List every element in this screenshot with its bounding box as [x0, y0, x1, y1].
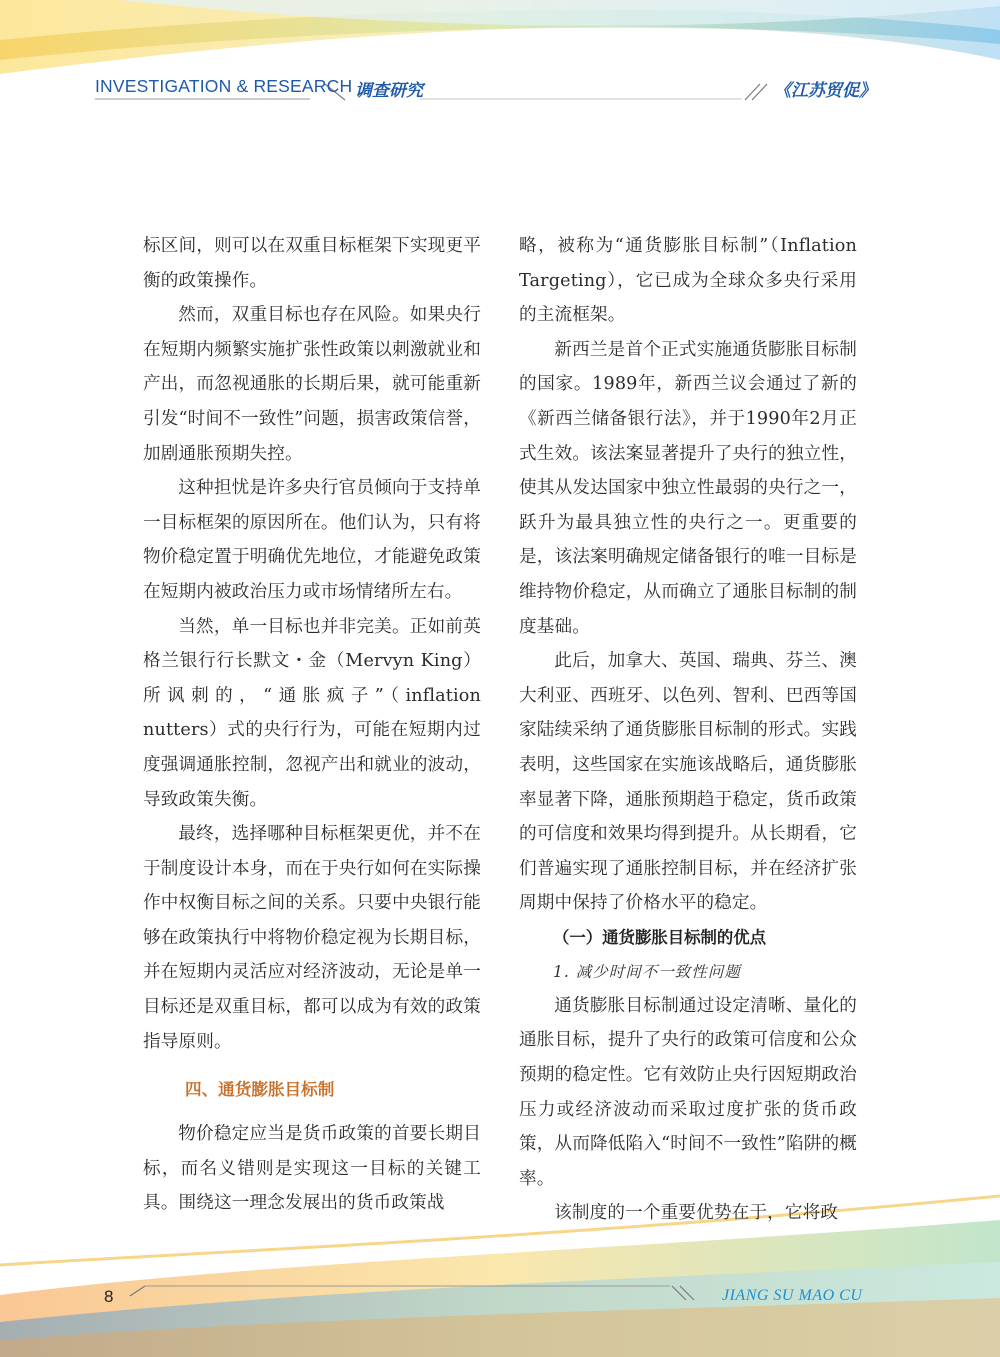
left-paragraph-4: 当然，单一目标也并非完美。正如前英格兰银行行长默文・金（Mervyn King）所讽刺的，“通胀疯子”（inflation nutters）式的央行行为，可能在短期内过度强调通胀控制，忽视产出和就业的波动，导致政策失衡。: [143, 616, 481, 810]
right-column: [519, 229, 857, 1231]
left-paragraph-3: 这种担忧是许多央行官员倾向于支持单一目标框架的原因所在。他们认为，只有将物价稳定置于明确优先地位，才能避免政策在短期内被政治压力或市场情绪所左右。: [143, 478, 481, 602]
left-paragraph-1: 标区间，则可以在双重目标框架下实现更平衡的政策操作。: [143, 236, 481, 291]
subsection-heading: （一）通货膨胀目标制的优点: [553, 927, 767, 947]
right-paragraph-4: 通货膨胀目标制通过设定清晰、量化的通胀目标，提升了央行的政策可信度和公众预期的稳定性。它有效防止央行因短期政治压力或经济波动而采取过度扩张的货币政策，从而降低陷入“时间不一致性”陷阱的概率。: [519, 995, 857, 1189]
right-paragraph-5: 该制度的一个重要优势在于，它将政: [554, 1203, 839, 1224]
left-paragraph-6: 物价稳定应当是货币政策的首要长期目标，而名义错则是实现这一目标的关键工具。围绕这一理念发展出的货币政策战: [143, 1124, 481, 1214]
left-paragraph-5: 最终，选择哪种目标框架更优，并不在于制度设计本身，而在于央行如何在实际操作中权衡目标之间的关系。只要中央银行能够在政策执行中将物价稳定视为长期目标，并在短期内灵活应对经济波动，无论是单一目标还是双重目标，都可以成为有效的政策指导原则。: [143, 824, 481, 1052]
header-section-en: INVESTIGATION & RESEARCH: [95, 76, 353, 96]
section-4-heading: 四、通货膨胀目标制: [185, 1080, 335, 1100]
right-paragraph-3: 此后，加拿大、英国、瑞典、芬兰、澳大利亚、西班牙、以色列、智利、巴西等国家陆续采纳了通货膨胀目标制的形式。实践表明，这些国家在实施该战略后，通货膨胀率显著下降，通胀预期趋于稳定，货币政策的可信度和效果均得到提升。从长期看，它们普遍实现了通胀控制目标，并在经济扩张周期中保持了价格水平的稳定。: [519, 651, 857, 914]
right-paragraph-1: 略，被称为“通货膨胀目标制”（Inflation Targeting），它已成为全球众多央行采用的主流框架。: [519, 236, 857, 326]
right-paragraph-2: 新西兰是首个正式实施通货膨胀目标制的国家。1989年，新西兰议会通过了新的《新西兰储备银行法》，并于1990年2月正式生效。该法案显著提升了央行的独立性，使其从发达国家中独立性最弱的央行之一，跃升为最具独立性的央行之一。更重要的是，该法案明确规定储备银行的唯一目标是维持物价稳定，从而确立了通胀目标制的制度基础。: [519, 339, 857, 637]
header-section-cn: 调查研究: [355, 81, 423, 101]
header-magazine-title: 《江苏贸促》: [774, 81, 876, 101]
page-number: 8: [104, 1287, 114, 1306]
footer-magazine-en: JIANG SU MAO CU: [722, 1287, 863, 1304]
left-paragraph-2: 然而，双重目标也存在风险。如果央行在短期内频繁实施扩张性政策以刺激就业和产出，而忽视通胀的长期后果，就可能重新引发“时间不一致性”问题，损害政策信誉，加剧通胀预期失控。: [143, 305, 481, 464]
subsubsection-heading: 1. 减少时间不一致性问题: [553, 962, 741, 981]
left-column: [143, 229, 481, 1221]
